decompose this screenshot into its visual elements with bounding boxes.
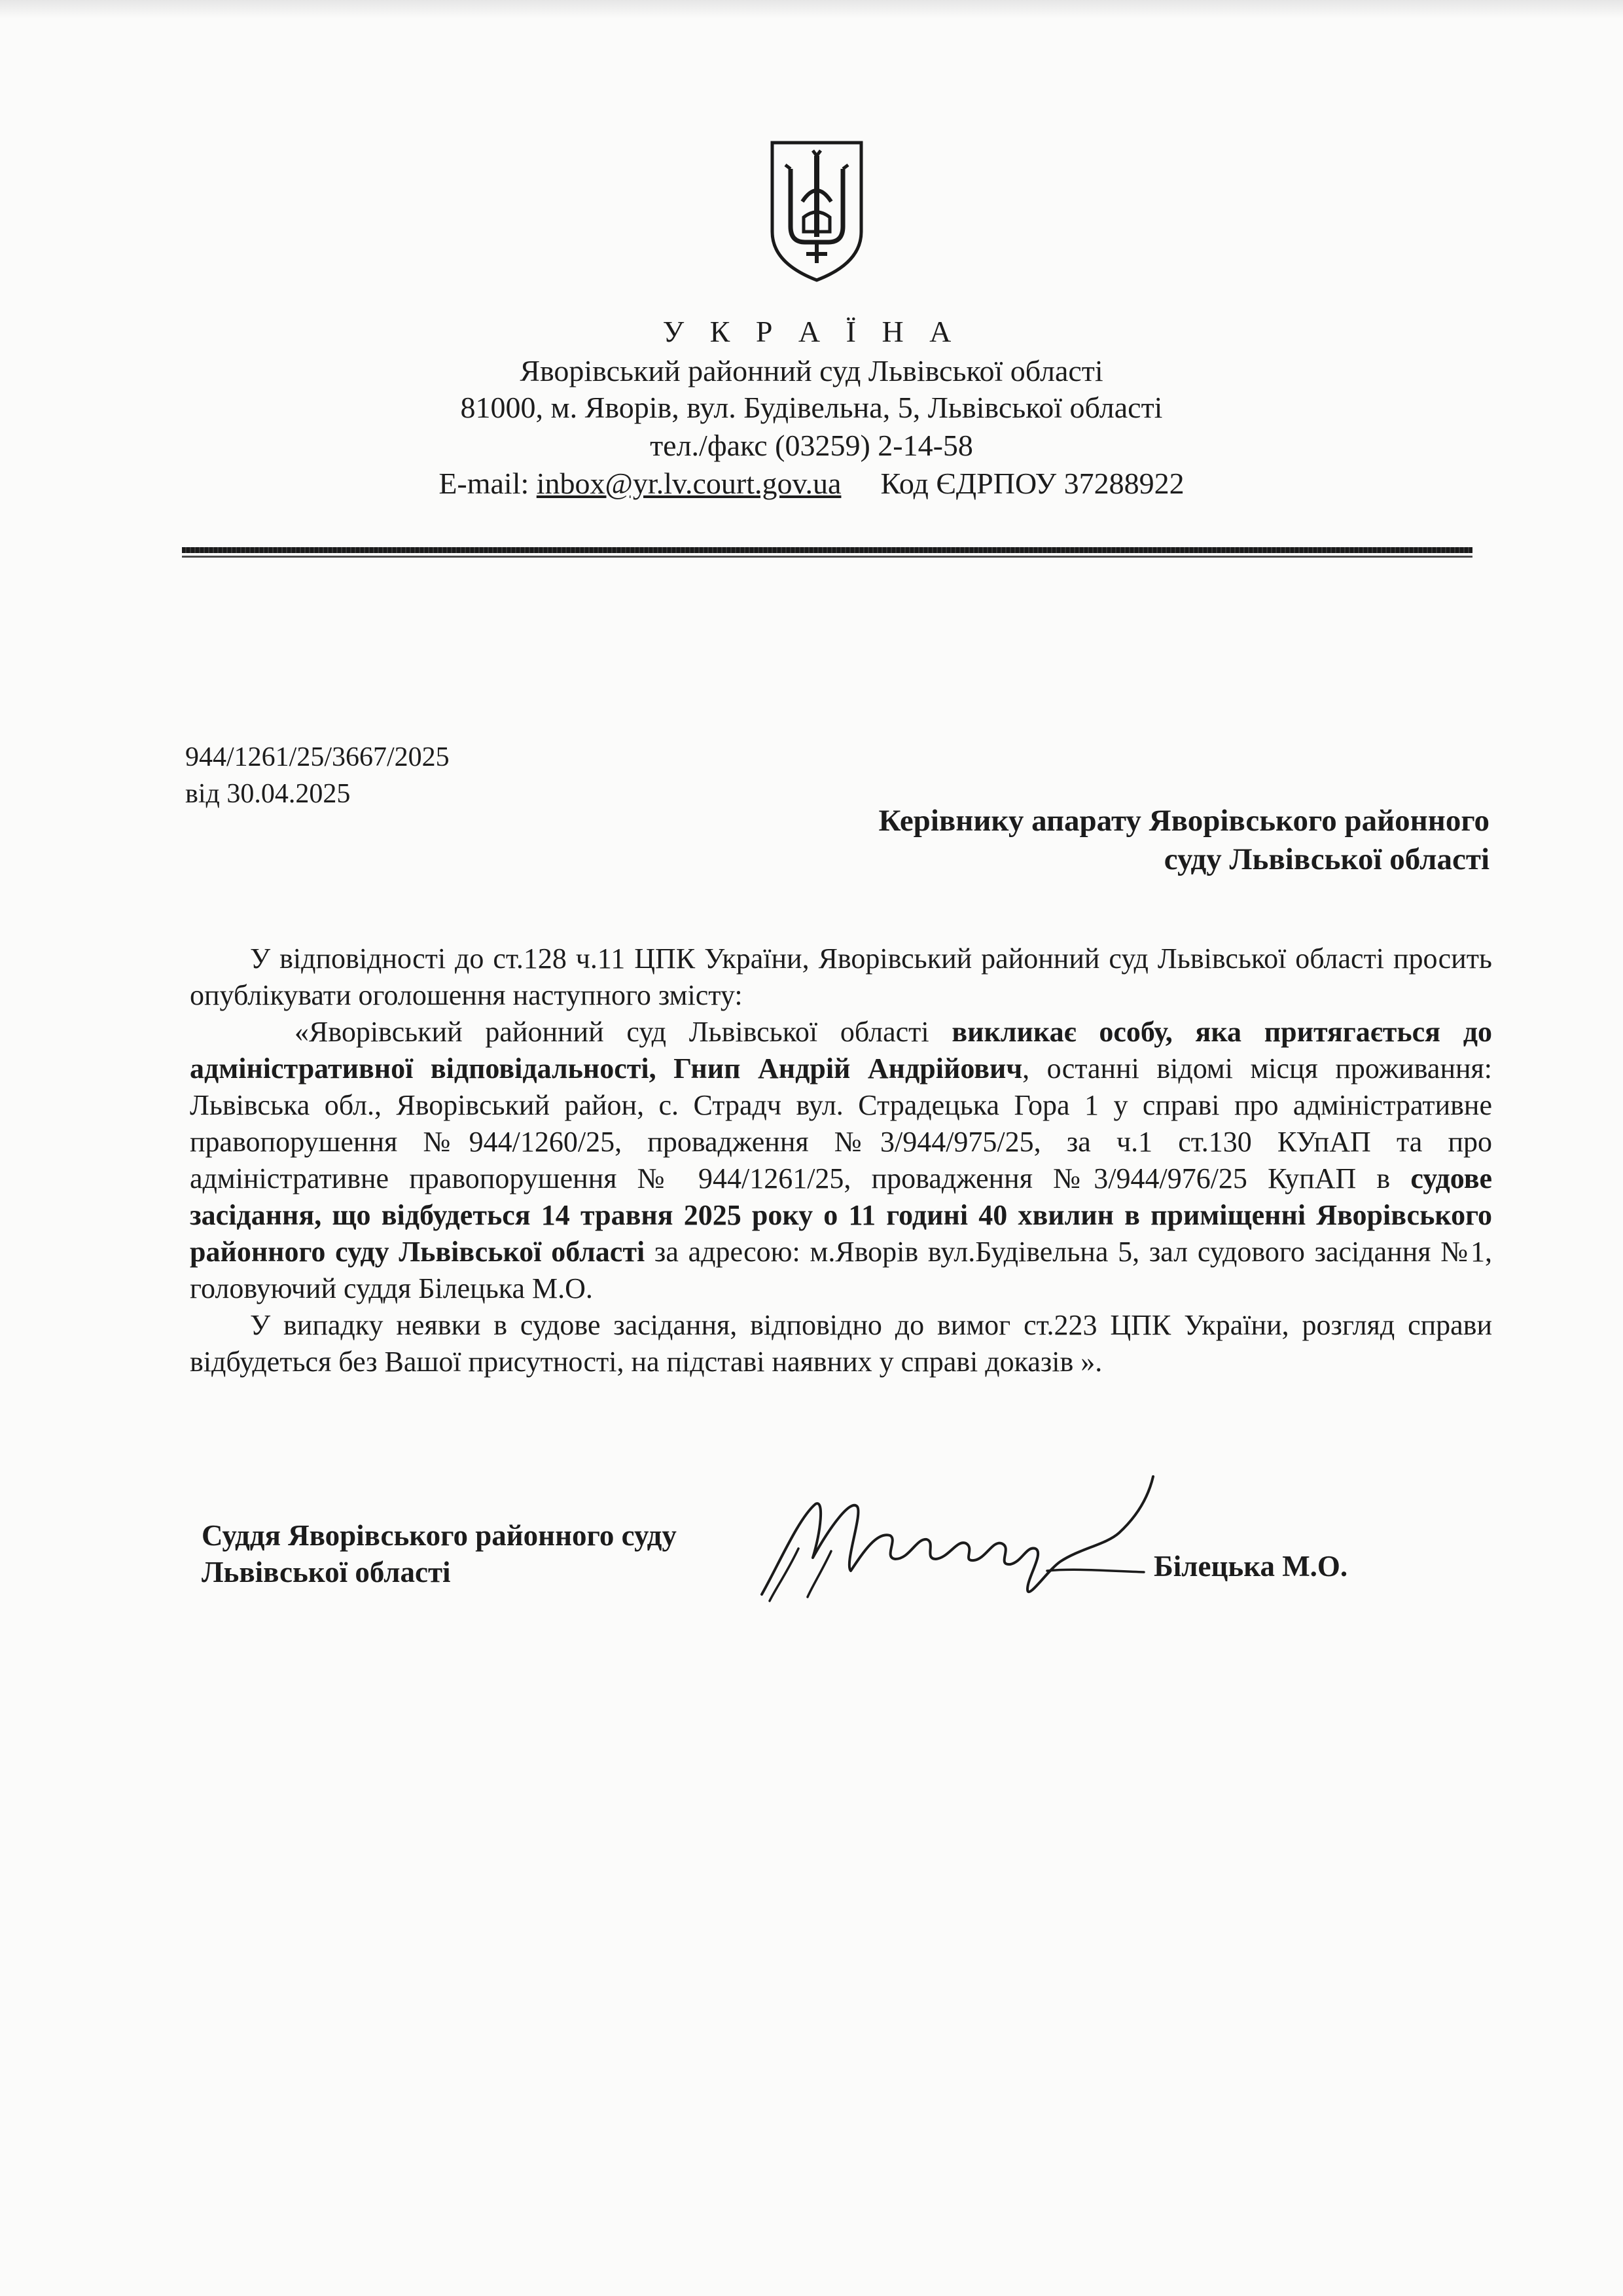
signatory-title-line: Суддя Яворівського районного суду — [202, 1519, 677, 1552]
outgoing-number: 944/1261/25/3667/2025 — [185, 742, 450, 772]
signatory-name: Білецька М.О. — [1154, 1550, 1348, 1583]
outgoing-date: від 30.04.2025 — [185, 779, 351, 809]
case-details: , останні відомі місця проживання: Львівська обл., Яворівський район, с. Страдч вул. Страдецька Гора 1 у справі про адміністративне правопорушення №944/1260/25, провадження №3/944/975/25, за ч.1 ст.130 КУпАП та про адміністративне правопорушення № 944/1261/25, провадження №3/944/976/25 КупАП в — [190, 1052, 1493, 1194]
court-phone: тел./факс (03259) 2-14-58 — [650, 429, 973, 462]
edrpou-code: Код ЄДРПОУ 37288922 — [880, 467, 1185, 500]
email-label: E-mail: — [438, 467, 529, 500]
addressee-line: Керівнику апарату Яворівського районного — [878, 804, 1489, 838]
signatory-title — [202, 1517, 677, 1590]
handwritten-signature — [753, 1473, 1158, 1604]
court-address: 81000, м. Яворів, вул. Будівельна, 5, Львівської області — [460, 391, 1163, 424]
signatory-title-line: Львівської області — [202, 1556, 451, 1588]
header-divider-thin — [182, 556, 1472, 558]
announcement-lead: «Яворівський районний суд Львівської області — [294, 1016, 952, 1048]
scan-edge-shadow — [0, 0, 1623, 18]
body-paragraph: У відповідності до ст.128 ч.11 ЦПК України, Яворівський районний суд Львівської області просить опублікувати оголошення наступного змісту: — [190, 942, 1492, 1011]
hearing-address: за адресою: м.Яворів вул.Будівельна 5, зал судового засідання №1, головуючий суддя Білецька М.О. — [190, 1236, 1492, 1304]
country-heading: У К Р А Ї Н А — [662, 315, 961, 348]
contact-line — [0, 465, 1623, 503]
announcement-paragraph — [190, 1014, 1492, 1307]
trident-emblem-icon — [767, 139, 866, 284]
hearing-details-bold: судове засідання, що відбудеться 14 травня 2025 року о 11 годині 40 хвилин в приміщенні Яворівського районного суду Львівської області — [190, 1162, 1492, 1268]
court-email-link[interactable]: inbox@yr.lv.court.gov.ua — [536, 467, 842, 500]
court-name: Яворівський районний суд Львівської області — [520, 354, 1103, 387]
header-divider — [182, 547, 1472, 553]
summons-bold-text: викликає особу, яка притягається до адміністративної відповідальності, Гнип Андрій Андрійович — [190, 1016, 1493, 1085]
addressee-line: суду Львівської області — [1164, 842, 1489, 876]
letter-body — [190, 941, 1492, 1380]
body-paragraph: У випадку неявки в судове засідання, відповідно до вимог ст.223 ЦПК України, розгляд справи відбудеться без Вашої присутності, на підставі наявних у справі доказів ». — [190, 1309, 1492, 1378]
